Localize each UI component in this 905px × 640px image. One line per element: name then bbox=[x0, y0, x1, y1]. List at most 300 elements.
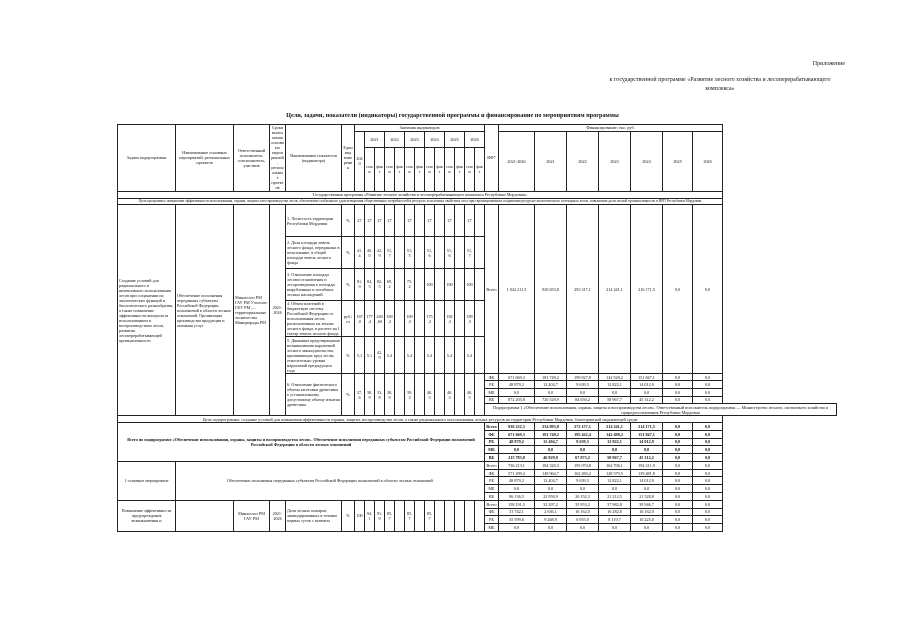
indicator-value: 5,4 bbox=[425, 337, 435, 374]
fin-value: 0,0 bbox=[663, 516, 693, 524]
indicator-value: 75,2 bbox=[405, 268, 415, 300]
fin-value: 936 232,3 bbox=[499, 422, 535, 430]
indicator-value bbox=[455, 237, 465, 269]
indicator-value bbox=[395, 237, 405, 269]
indicator-value: 33,8 bbox=[375, 374, 385, 416]
fin-value: 0,0 bbox=[631, 485, 663, 493]
indicator-value: 40,3 bbox=[425, 374, 435, 416]
indicator-value: 5,1 bbox=[365, 337, 375, 374]
fin-value: 214 171,5 bbox=[631, 422, 663, 430]
fin-row bbox=[118, 422, 837, 430]
program-goal-row bbox=[118, 198, 837, 205]
indicator-value: 51,6 bbox=[425, 237, 435, 269]
indicator-value: 27 bbox=[385, 205, 395, 237]
fin-row bbox=[118, 500, 837, 508]
fin-value: 139 481,8 bbox=[631, 469, 663, 477]
fin-value: 0,0 bbox=[693, 477, 723, 485]
indicator-value: 5,4 bbox=[385, 337, 395, 374]
fin-value: 671 669,3 bbox=[499, 430, 535, 438]
plan-header: план bbox=[405, 148, 415, 192]
fin-value: 0,0 bbox=[631, 446, 663, 454]
task-cell: Повышение эффективности предупреждения возникновения и bbox=[118, 500, 176, 531]
col-header-financing: Финансирование, тыс. руб. bbox=[499, 125, 723, 132]
fin-value: 0,0 bbox=[535, 388, 567, 396]
subprogram-row: Подпрограмма 1 «Обеспечение использования, охраны, защиты и воспроизводства лесов». Ответственный исполнитель подпрограммы — Министерство лесного, охотничьего хозяйства и природопользования Республики Мордовия bbox=[485, 404, 837, 416]
indicator-value: 169,5 bbox=[405, 300, 415, 337]
fin-value: 16 162,0 bbox=[567, 508, 599, 516]
fin-value: 736 213,1 bbox=[499, 461, 535, 469]
fin-value: 194 211,9 bbox=[631, 461, 663, 469]
appendix-label: Приложение bbox=[812, 61, 845, 67]
fin-value: 0,0 bbox=[663, 205, 693, 374]
indicator-value: 100 bbox=[465, 268, 475, 300]
fin-value: 0,0 bbox=[535, 446, 567, 454]
indicator-value bbox=[435, 500, 445, 531]
fin-value: 0,0 bbox=[693, 461, 723, 469]
task-cell: Создание условий для рационального и интенсивного использования лесов при сохранении их экологических функций и биологического разнообразия, а также повышение эффективности контроля за использованием и воспроизводством лесов, развития лесоперерабатывающей промышленности bbox=[118, 205, 176, 416]
fin-value: 0,0 bbox=[693, 446, 723, 454]
fin-value: 22 950,9 bbox=[535, 492, 567, 500]
fin-value: 21 528,8 bbox=[631, 492, 663, 500]
fin-value: 0,0 bbox=[663, 381, 693, 389]
indicator-value bbox=[435, 374, 445, 416]
fin-value: 0,0 bbox=[693, 485, 723, 493]
indicator-value bbox=[455, 205, 465, 237]
fin-value: 0,0 bbox=[535, 485, 567, 493]
fin-source: ФБ bbox=[485, 430, 499, 438]
year-header: 2020 bbox=[355, 131, 365, 191]
responsible-cell: Минлесхоз РМ ГАУ РМ bbox=[234, 500, 270, 531]
fin-value: 12 822,1 bbox=[599, 438, 631, 446]
fin-value: 293 317,1 bbox=[567, 205, 599, 374]
indicator-unit: % bbox=[342, 205, 355, 237]
plan-header: план bbox=[445, 148, 455, 192]
indicator-value: 177,4 bbox=[365, 300, 375, 337]
fin-value: 0,0 bbox=[663, 492, 693, 500]
fin-value: 0,0 bbox=[663, 524, 693, 532]
fin-source: РБ bbox=[485, 438, 499, 446]
fin-value: 0,0 bbox=[567, 446, 599, 454]
indicator-value: 100 bbox=[355, 500, 365, 531]
fin-source: МБ bbox=[485, 485, 499, 493]
fin-value: 46 929,9 bbox=[535, 454, 567, 462]
fact-header: факт bbox=[415, 148, 425, 192]
fin-value: 199 027,8 bbox=[567, 374, 599, 381]
fin-value: 0,0 bbox=[663, 461, 693, 469]
fin-value: 58 967,7 bbox=[599, 454, 631, 462]
indicator-value: 42,9 bbox=[375, 337, 385, 374]
indicator-name: 3. Отношение площади лесовосстановления и лесоразведения к площади вырубленных и погибших лесных насаждений bbox=[286, 268, 342, 300]
fin-value: 0,0 bbox=[693, 374, 723, 381]
indicator-value: 5,4 bbox=[445, 337, 455, 374]
fin-value: 195 074,8 bbox=[567, 461, 599, 469]
fin-value: 920 653,8 bbox=[535, 205, 567, 374]
fin-value: 0,0 bbox=[693, 500, 723, 508]
indicator-value bbox=[455, 300, 465, 337]
fin-value: 9 268,9 bbox=[535, 516, 567, 524]
fin-year-header: 2023 bbox=[599, 131, 631, 191]
fin-value: 0,0 bbox=[567, 485, 599, 493]
activity-cell bbox=[176, 500, 234, 531]
fin-value: 8 119,7 bbox=[599, 516, 631, 524]
fin-value: 84 650,2 bbox=[567, 396, 599, 404]
fin-source: МБ bbox=[485, 446, 499, 454]
indicator-value bbox=[395, 337, 405, 374]
indicator-value: 91,9 bbox=[375, 500, 385, 531]
fin-value: 2 636,1 bbox=[535, 508, 567, 516]
indicator-value: 182,3 bbox=[445, 300, 455, 337]
fin-value: 162 283,2 bbox=[567, 469, 599, 477]
fin-value: 0,0 bbox=[693, 422, 723, 430]
indicator-value bbox=[475, 237, 485, 269]
fin-value: 0,0 bbox=[693, 516, 723, 524]
col-header-indicator-values: Значения индикаторов bbox=[355, 125, 485, 132]
program-row: Государственная программа «Развитие лесного хозяйства и лесоперерабатывающего комплекса Республики Мордовия» bbox=[118, 191, 723, 198]
fin-value: 272 157,1 bbox=[567, 422, 599, 430]
subprogram-total-label: Всего по подпрограмме «Обеспечение использования, охраны, защиты и воспроизводства лесов». Обеспечение исполнения переданных субъектам Российской Федерации полномочий Российской Федерации в области лесных отношений bbox=[118, 422, 485, 461]
program-goal: Цель программы: повышение эффективности использования, охраны, защиты и воспроизводства лесов, обеспечение стабильного удовлетворения общественных потребностей в ресурсах и полезных свойствах леса при гарантированном сохранении ресурсно-экологического потенциала лесов, повышение доли лесной промышленности в ВРП Республики Мордовия bbox=[118, 198, 723, 205]
indicator-value: 5,1 bbox=[355, 337, 365, 374]
fin-value: 0,0 bbox=[663, 454, 693, 462]
col-header-activities: Наименование основных мероприятий, региональных проектов bbox=[176, 125, 234, 192]
subprogram-goal-row bbox=[118, 416, 837, 423]
plan-header: план bbox=[365, 148, 375, 192]
fin-value: 20 152,3 bbox=[567, 492, 599, 500]
fin-value: 12 822,1 bbox=[599, 477, 631, 485]
col-header-task: Задачи подпрограммы bbox=[118, 125, 176, 192]
indicator-value bbox=[435, 237, 445, 269]
indicator-value: 39,3 bbox=[405, 374, 415, 416]
indicator-value: 40,3 bbox=[445, 374, 455, 416]
fin-source: ФБ bbox=[485, 508, 499, 516]
fin-value: 32 297,2 bbox=[535, 500, 567, 508]
indicator-value: 41,4 bbox=[355, 237, 365, 269]
indicator-value bbox=[415, 374, 425, 416]
fin-value: 1 042 211,5 bbox=[499, 205, 535, 374]
fin-value: 12 404,7 bbox=[535, 477, 567, 485]
indicator-value: 27 bbox=[365, 205, 375, 237]
fin-year-header: 2024 bbox=[631, 131, 663, 191]
indicator-unit: % bbox=[342, 500, 355, 531]
fin-source: ВБ bbox=[485, 492, 499, 500]
fin-value: 0,0 bbox=[599, 524, 631, 532]
year-header: 2026 bbox=[465, 131, 485, 147]
fin-row bbox=[118, 461, 837, 469]
fin-value: 16 162,0 bbox=[631, 508, 663, 516]
indicator-value: 38,9 bbox=[385, 374, 395, 416]
fin-value: 671 669,3 bbox=[499, 374, 535, 381]
year-header: 2024 bbox=[425, 131, 445, 147]
fin-value: 0,0 bbox=[599, 446, 631, 454]
fin-value: 234 093,8 bbox=[535, 422, 567, 430]
indicator-value bbox=[435, 300, 445, 337]
fin-value: 45 312,2 bbox=[631, 396, 663, 404]
fin-value: 0,0 bbox=[631, 388, 663, 396]
term-cell: 2021-2026 bbox=[270, 500, 286, 531]
fin-source: Всего bbox=[486, 423, 497, 429]
fin-source: ВБ bbox=[485, 454, 499, 462]
fin-value: 726 529,9 bbox=[535, 396, 567, 404]
fin-source: МБ bbox=[485, 524, 499, 532]
fin-year-header: 2021 bbox=[535, 131, 567, 191]
indicator-value: 42,9 bbox=[375, 237, 385, 269]
indicator-value: 51,7 bbox=[465, 237, 475, 269]
fin-value: 0,0 bbox=[663, 430, 693, 438]
indicator-value: 81,9 bbox=[355, 268, 365, 300]
fin-value: 12 404,7 bbox=[535, 438, 567, 446]
indicator-unit: руб./га bbox=[342, 300, 355, 337]
indicator-unit: % bbox=[342, 268, 355, 300]
col-header-responsible: Ответственный исполнитель, соисполнитель, участник bbox=[234, 125, 270, 192]
indicator-name: Доля лесных пожаров, ликвидированных в течение первых суток с момента bbox=[286, 500, 342, 531]
fact-header: факт bbox=[395, 148, 405, 192]
fin-value: 16 282,8 bbox=[599, 508, 631, 516]
indicator-value: 27 bbox=[445, 205, 455, 237]
fin-value: 216 171,5 bbox=[631, 205, 663, 374]
fin-source: Всего bbox=[486, 462, 497, 468]
indicator-value: 189,5 bbox=[465, 300, 475, 337]
document-header bbox=[595, 60, 845, 94]
indicator-value bbox=[475, 268, 485, 300]
fin-value: 0,0 bbox=[693, 469, 723, 477]
fin-value: 0,0 bbox=[663, 500, 693, 508]
indicator-value: 51,7 bbox=[385, 237, 395, 269]
fin-value: 0,0 bbox=[631, 524, 663, 532]
fin-value: 142 528,2 bbox=[599, 374, 631, 381]
fin-value: 0,0 bbox=[663, 374, 693, 381]
col-header-term: Сроки выполнения основных мероприятий, региональных проектов bbox=[271, 125, 284, 191]
main-activity-text: Обеспечение исполнения переданных субъектам Российской Федерации полномочий в области лесных отношений bbox=[176, 461, 485, 500]
fin-source: РБ bbox=[485, 477, 499, 485]
indicator-value: 27 bbox=[405, 205, 415, 237]
indicator-value bbox=[395, 268, 405, 300]
fin-value: 0,0 bbox=[693, 438, 723, 446]
fin-value: 0,0 bbox=[663, 508, 693, 516]
fin-year-header: 2021-2026 bbox=[499, 131, 535, 191]
indicator-value bbox=[395, 374, 405, 416]
indicator-value bbox=[475, 374, 485, 416]
fin-value: 0,0 bbox=[663, 438, 693, 446]
fin-value: 9 639,3 bbox=[567, 381, 599, 389]
fin-value: 0,0 bbox=[693, 205, 723, 374]
fin-value: 31 742,1 bbox=[499, 508, 535, 516]
fin-value: 0,0 bbox=[693, 508, 723, 516]
indicator-value: 69,2 bbox=[385, 268, 395, 300]
indicator-value bbox=[415, 205, 425, 237]
fin-value: 162 706,1 bbox=[599, 461, 631, 469]
fin-value: 0,0 bbox=[535, 524, 567, 532]
indicator-value bbox=[435, 337, 445, 374]
fin-value: 0,0 bbox=[599, 388, 631, 396]
indicator-value bbox=[475, 205, 485, 237]
fin-value: 96 136,5 bbox=[499, 492, 535, 500]
fin-value: 0,0 bbox=[663, 422, 693, 430]
term-cell: 2021-2026 bbox=[270, 205, 286, 416]
fin-value: 181 749,2 bbox=[535, 430, 567, 438]
col-header-unit: Единица измерения bbox=[342, 125, 355, 192]
fin-value: 0,0 bbox=[663, 469, 693, 477]
indicator-name: 2. Доля площади земель лесного фонда, переданных в пользование, в общей площади земель лесного фонда bbox=[286, 237, 342, 269]
fin-value: 0,0 bbox=[567, 524, 599, 532]
indicator-value bbox=[435, 205, 445, 237]
indicator-value: 82,5 bbox=[375, 268, 385, 300]
fin-value: 0,0 bbox=[567, 388, 599, 396]
indicator-value bbox=[415, 500, 425, 531]
fin-value: 48 879,2 bbox=[499, 381, 535, 389]
fin-value: 0,0 bbox=[663, 446, 693, 454]
fact-header: факт bbox=[475, 148, 485, 192]
indicator-value: 27 bbox=[425, 205, 435, 237]
indicator-value: 175,2 bbox=[425, 300, 435, 337]
indicator-value bbox=[415, 300, 425, 337]
fin-value: 0,0 bbox=[693, 381, 723, 389]
fin-value: 58 967,7 bbox=[599, 396, 631, 404]
fin-value: 10 225,0 bbox=[631, 516, 663, 524]
fin-value: 0,0 bbox=[693, 396, 723, 404]
indicator-value bbox=[395, 500, 405, 531]
fin-value: 0,0 bbox=[693, 492, 723, 500]
fin-value: 215 783,8 bbox=[499, 454, 535, 462]
appendix-reference: к государственной программе «Развитие лесного хозяйства и лесоперерабатывающего комплекса» bbox=[609, 77, 831, 92]
fin-value: 0,0 bbox=[693, 388, 723, 396]
indicator-value: 5,4 bbox=[465, 337, 475, 374]
responsible-cell: Минлесхоз РМ ГАУ РМ Учхозлес ГКУ РМ — территориальные лесничества Минприроды РМ bbox=[234, 205, 270, 416]
indicator-value: 27 bbox=[465, 205, 475, 237]
year-header: 2021 bbox=[365, 131, 385, 147]
fin-value: 14 012,9 bbox=[631, 477, 663, 485]
fin-value: 14 012,9 bbox=[631, 438, 663, 446]
col-header-source: ИФ* bbox=[485, 125, 499, 192]
fact-header: факт bbox=[455, 148, 465, 192]
indicator-value: 85,7 bbox=[405, 500, 415, 531]
fin-value: 21 212,5 bbox=[599, 492, 631, 500]
activity-cell: Обеспечение исполнения переданных субъектам Российской Федерации полномочий в области лесных отношений. Организация производства продукции и оказания услуг bbox=[176, 205, 234, 416]
fin-value: 45 312,2 bbox=[631, 454, 663, 462]
indicator-value: 84,5 bbox=[365, 268, 375, 300]
fin-value: 184 320,3 bbox=[535, 461, 567, 469]
indicator-row bbox=[118, 205, 837, 237]
plan-header: план bbox=[425, 148, 435, 192]
fin-value: 181 749,2 bbox=[535, 374, 567, 381]
indicator-value: 37,6 bbox=[355, 374, 365, 416]
fin-value: 158 191,5 bbox=[499, 500, 535, 508]
year-header: 2023 bbox=[405, 131, 425, 147]
fin-value: 0,0 bbox=[499, 446, 535, 454]
fin-source: ФБ bbox=[485, 374, 499, 381]
fin-value: 12 404,7 bbox=[535, 381, 567, 389]
indicator-value bbox=[465, 500, 475, 531]
fin-value: 0,0 bbox=[599, 485, 631, 493]
fin-value: 214 241,1 bbox=[599, 422, 631, 430]
indicator-value: 27 bbox=[355, 205, 365, 237]
fin-source: РБ bbox=[485, 381, 499, 389]
fin-value: 6 955,0 bbox=[567, 516, 599, 524]
fin-value: 148 964,7 bbox=[535, 469, 567, 477]
fin-value: 151 847,1 bbox=[631, 430, 663, 438]
indicator-value bbox=[395, 205, 405, 237]
fin-value: 0,0 bbox=[693, 430, 723, 438]
fin-source: МБ bbox=[485, 388, 499, 396]
fact-header: факт bbox=[375, 148, 385, 192]
fin-value: 195 422,4 bbox=[567, 430, 599, 438]
fin-value: 571 299,4 bbox=[499, 469, 535, 477]
indicator-value: 94,1 bbox=[365, 500, 375, 531]
indicator-unit: % bbox=[342, 374, 355, 416]
fin-value: 151 847,1 bbox=[631, 374, 663, 381]
indicator-value bbox=[395, 300, 405, 337]
fin-year-header: 2022 bbox=[567, 131, 599, 191]
indicator-value: 100 bbox=[445, 268, 455, 300]
document-title: Цели, задачи, показатели (индикаторы) государственной программы и финансирование по мероприятиям программы bbox=[286, 112, 619, 119]
fin-value: 12 822,1 bbox=[599, 381, 631, 389]
indicator-value: 38,9 bbox=[365, 374, 375, 416]
fin-value: 48 879,2 bbox=[499, 438, 535, 446]
fin-value: 48 879,2 bbox=[499, 477, 535, 485]
fin-source: Всего bbox=[485, 205, 499, 374]
fin-value: 67 073,2 bbox=[567, 454, 599, 462]
fin-value: 0,0 bbox=[663, 485, 693, 493]
year-header: 2022 bbox=[385, 131, 405, 147]
indicator-value: 40,0 bbox=[365, 237, 375, 269]
indicator-value bbox=[435, 268, 445, 300]
col-header-indicator: Наименование показателя (индикатора) bbox=[286, 125, 342, 192]
indicator-value: 85,7 bbox=[425, 500, 435, 531]
fin-value: 872 205,8 bbox=[499, 396, 535, 404]
fin-source: ВБ bbox=[485, 396, 499, 404]
indicator-value bbox=[475, 337, 485, 374]
fin-value: 0,0 bbox=[693, 454, 723, 462]
indicator-value: 85,7 bbox=[385, 500, 395, 531]
fin-value: 142 498,2 bbox=[599, 430, 631, 438]
fin-value: 39 946,7 bbox=[631, 500, 663, 508]
indicator-name: 6. Отношение фактического объема заготовки древесины к установленному допустимому объему изъятия древесины bbox=[286, 374, 342, 416]
indicator-value: 169,2 bbox=[385, 300, 395, 337]
program-row bbox=[118, 191, 837, 198]
fin-year-header: 2025 bbox=[663, 131, 693, 191]
plan-header: план bbox=[465, 148, 475, 192]
fin-value: 0,0 bbox=[499, 485, 535, 493]
fin-value: 0,0 bbox=[693, 524, 723, 532]
table-body bbox=[118, 125, 837, 532]
main-activity-label: 1 основное мероприятие bbox=[118, 461, 176, 500]
indicator-value bbox=[455, 337, 465, 374]
fin-value: 128 579,5 bbox=[599, 469, 631, 477]
fin-source: РБ bbox=[485, 516, 499, 524]
indicator-name: 4. Объем платежей в бюджетную систему Российской Федерации от использования лесов, расположенных на землях лесного фонда, в расчете на 1 гектар земель лесного фонда bbox=[287, 301, 340, 337]
program-table bbox=[117, 124, 837, 532]
indicator-unit: % bbox=[342, 237, 355, 269]
fin-value: 0,0 bbox=[663, 396, 693, 404]
fin-value: 0,0 bbox=[663, 388, 693, 396]
indicator-value bbox=[415, 237, 425, 269]
indicator-name: 5. Динамика предотвращения возникновения нарушений лесного законодательства, причиняющих вред лесам, относительно уровня нарушений предыдущего года bbox=[287, 337, 340, 373]
indicator-value: 5,4 bbox=[405, 337, 415, 374]
indicator-value: 51,6 bbox=[445, 237, 455, 269]
indicator-name: 1. Лесистость территории Республики Мордовия bbox=[286, 205, 342, 237]
indicator-value bbox=[455, 268, 465, 300]
subprogram-goal: Цель подпрограммы: создание условий для повышения эффективности охраны, защиты, воспроизводства лесов, а также рационального использования лесных ресурсов на территории Республики Мордовия, благоприятной окружающей среды bbox=[118, 416, 723, 423]
fin-value: 35 599,6 bbox=[499, 516, 535, 524]
indicator-value: 249,60 bbox=[375, 300, 385, 337]
fin-value: 37 982,8 bbox=[599, 500, 631, 508]
fin-source: ФБ bbox=[485, 469, 499, 477]
year-header: 2025 bbox=[445, 131, 465, 147]
header-row bbox=[118, 125, 837, 132]
indicator-value: 51,5 bbox=[405, 237, 415, 269]
indicator-value: 100 bbox=[425, 268, 435, 300]
fin-value: 9 639,3 bbox=[567, 438, 599, 446]
fin-value: 0,0 bbox=[499, 388, 535, 396]
